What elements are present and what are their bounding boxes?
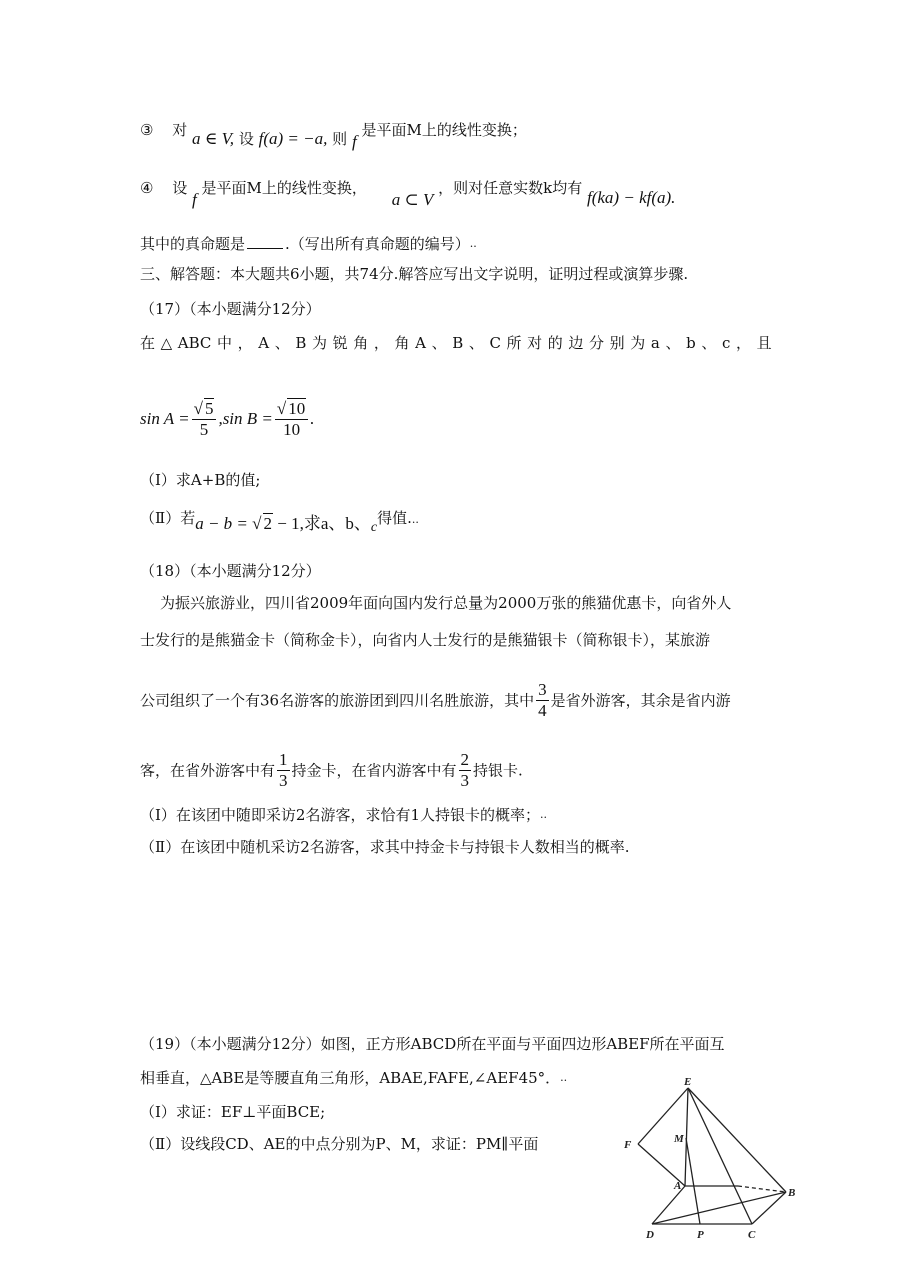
item-3-number: ③ bbox=[140, 121, 154, 139]
sin-a-radicand: 5 bbox=[204, 399, 214, 418]
label-m: M bbox=[674, 1133, 684, 1145]
q17-stem-char: ， bbox=[237, 334, 253, 352]
label-e: E bbox=[684, 1076, 692, 1088]
q19-line-2-mark: .. bbox=[560, 1071, 568, 1084]
item-3-line bbox=[140, 120, 527, 151]
sin-b-fraction bbox=[275, 398, 308, 440]
answer-suffix: .（写出所有真命题的编号） bbox=[285, 235, 470, 253]
fraction-2-denominator: 3 bbox=[279, 771, 288, 790]
q19-part-2: （Ⅱ）设线段CD、AE的中点分别为P、M，求证：PM∥平面 bbox=[140, 1135, 539, 1153]
label-d: D bbox=[646, 1229, 654, 1241]
edge-bc bbox=[752, 1192, 786, 1224]
item-3-text-3: 则 bbox=[332, 130, 348, 148]
q17-stem-char: 锐 bbox=[332, 334, 348, 352]
item-4-text-2: 是平面M上的线性变换， bbox=[201, 179, 367, 197]
q17-stem-char: 分 bbox=[589, 334, 605, 352]
q18-part-1-mark: .. bbox=[540, 808, 548, 821]
q17-stem-char: 、 bbox=[431, 334, 447, 352]
sin-a-fraction bbox=[192, 398, 217, 440]
q18-line-4-suffix: 持银卡. bbox=[473, 761, 523, 780]
q17-part-2-sqrt-sign: √ 2 bbox=[252, 514, 272, 533]
q18-line-3-suffix: 是省外游客，其余是省内游 bbox=[550, 691, 731, 710]
q17-stem bbox=[140, 333, 772, 353]
geometry-figure bbox=[618, 1076, 818, 1251]
item-3-expression: f(a) = −a, bbox=[258, 129, 328, 148]
fraction-three-quarters bbox=[536, 680, 549, 721]
q17-stem-char: 、 bbox=[701, 334, 717, 352]
q17-stem-char: 为 bbox=[311, 334, 327, 352]
q17-part-2-c: c bbox=[370, 520, 378, 535]
q17-stem-char: 的 bbox=[547, 334, 563, 352]
q17-stem-char: 别 bbox=[609, 334, 625, 352]
item-4-number: ④ bbox=[140, 179, 154, 197]
q17-part-2-prefix: （Ⅱ）若 bbox=[140, 509, 196, 527]
item-4-text-1: 设 bbox=[172, 179, 188, 197]
q19-line-1: （19）（本小题满分12分）如图，正方形ABCD所在平面与平面四边形ABEF所在平面互 bbox=[140, 1035, 725, 1053]
q17-stem-char: 、 bbox=[665, 334, 681, 352]
fraction-one-third bbox=[277, 750, 290, 791]
sin-end: . bbox=[310, 409, 315, 428]
q17-stem-char: 、 bbox=[274, 334, 290, 352]
q17-stem-char: 中 bbox=[217, 334, 233, 352]
item-4-expression: f(ka) − kf(a). bbox=[587, 188, 676, 207]
q18-part-1 bbox=[140, 805, 547, 825]
q17-stem-char: 且 bbox=[756, 334, 772, 352]
item-4-f: f bbox=[192, 190, 197, 209]
label-a: A bbox=[674, 1180, 682, 1192]
answer-blank bbox=[247, 234, 283, 249]
q18-line-2: 士发行的是熊猫金卡（简称金卡），向省内人士发行的是熊猫银卡（简称银卡），某旅游 bbox=[140, 631, 711, 649]
q19-line-2-text: 相垂直，△ABE是等腰直角三角形，ABAE,FAFE,∠AEF45°． bbox=[140, 1069, 561, 1087]
q18-line-1: 为振兴旅游业，四川省2009年面向国内发行总量为2000万张的熊猫优惠卡，向省外人 bbox=[160, 594, 732, 612]
label-f: F bbox=[624, 1139, 632, 1151]
q17-part-2-expr: a − b = bbox=[195, 514, 253, 533]
section-3-heading: 三、解答题：本大题共6小题，共74分.解答应写出文字说明，证明过程或演算步骤. bbox=[140, 265, 689, 283]
item-3-text-4: 是平面M上的线性变换； bbox=[361, 121, 527, 139]
q17-stem-char: ， bbox=[373, 334, 389, 352]
q17-stem-char: C bbox=[489, 334, 501, 352]
sin-b-radicand: 10 bbox=[288, 399, 306, 418]
label-p: P bbox=[697, 1229, 704, 1241]
label-b: B bbox=[788, 1187, 796, 1199]
q18-line-3-prefix: 公司组织了一个有36名游客的旅游团到四川名胜旅游，其中 bbox=[140, 691, 535, 710]
q17-stem-char: 对 bbox=[527, 334, 543, 352]
q17-part-2-suffix: 得值. bbox=[377, 509, 412, 527]
item-3-f: f bbox=[351, 132, 357, 151]
q17-stem-char: 在 bbox=[140, 334, 156, 352]
q17-part-2-mark: .. bbox=[411, 513, 419, 526]
q17-part-2-radicand: 2 bbox=[263, 514, 272, 533]
q18-line-4 bbox=[140, 750, 523, 791]
fraction-1-denominator: 4 bbox=[538, 701, 547, 720]
item-3-text-2: 设 bbox=[238, 130, 254, 148]
item-4-condition: a ⊂ V bbox=[391, 190, 434, 209]
edge-ec bbox=[688, 1088, 752, 1224]
q17-part-2-expr-2: − 1,求a、b、 bbox=[273, 514, 371, 533]
q17-stem-char: c bbox=[721, 334, 731, 352]
item-4-line bbox=[140, 178, 676, 209]
q17-part-2 bbox=[140, 507, 419, 535]
q17-stem-char: a bbox=[650, 334, 660, 352]
q17-stem-char: A bbox=[258, 334, 270, 352]
fraction-3-denominator: 3 bbox=[460, 771, 470, 790]
q17-stem-char: b bbox=[686, 334, 696, 352]
answer-prefix: 其中的真命题是 bbox=[140, 235, 246, 253]
segment-mp bbox=[686, 1138, 700, 1224]
q17-stem-char: 、 bbox=[468, 334, 484, 352]
fraction-1-numerator: 3 bbox=[538, 680, 547, 699]
sin-a-label: sin A = bbox=[140, 409, 190, 428]
q19-line-2 bbox=[140, 1068, 567, 1088]
q18-line-3 bbox=[140, 680, 731, 721]
q17-stem-char: ABC bbox=[177, 334, 212, 352]
q17-stem-char: B bbox=[452, 334, 464, 352]
item-4-text-3: ，则对任意实数k均有 bbox=[438, 179, 583, 197]
q17-stem-char: 边 bbox=[568, 334, 584, 352]
label-c: C bbox=[748, 1229, 756, 1241]
diagonal-db bbox=[652, 1192, 786, 1224]
sin-b-denominator: 10 bbox=[283, 420, 301, 439]
edge-ea bbox=[685, 1088, 688, 1186]
sin-a-denominator: 5 bbox=[199, 420, 209, 439]
edge-eb bbox=[688, 1088, 786, 1192]
q17-stem-char: 所 bbox=[506, 334, 522, 352]
q17-header: （17）（本小题满分12分） bbox=[140, 300, 321, 318]
item-3-condition: a ∈ V, bbox=[192, 129, 235, 148]
sin-b-numerator: √ 10 bbox=[275, 398, 308, 420]
sin-a-numerator: √ 5 bbox=[192, 398, 217, 420]
q17-stem-char: 角 bbox=[394, 334, 410, 352]
q17-stem-char: B bbox=[295, 334, 307, 352]
q17-stem-char: ， bbox=[735, 334, 751, 352]
q19-part-1: （Ⅰ）求证：EF⊥平面BCE; bbox=[140, 1103, 326, 1121]
fraction-3-numerator: 2 bbox=[460, 750, 470, 769]
answer-mark: .. bbox=[469, 237, 477, 250]
q18-line-4-middle: 持金卡，在省内游客中有 bbox=[291, 761, 457, 780]
q17-stem-char: A bbox=[415, 334, 426, 352]
answer-line bbox=[140, 234, 477, 254]
q18-header: （18）（本小题满分12分） bbox=[140, 562, 321, 580]
q17-sin-line bbox=[140, 398, 314, 440]
fraction-two-thirds bbox=[459, 750, 472, 791]
q17-stem-char: 角 bbox=[353, 334, 369, 352]
sin-b-label: ,sin B = bbox=[218, 409, 273, 428]
item-3-text-1: 对 bbox=[172, 121, 188, 139]
q17-stem-char: △ bbox=[160, 334, 173, 352]
q18-part-1-text: （Ⅰ）在该团中随即采访2名游客，求恰有1人持银卡的概率； bbox=[140, 806, 541, 824]
q17-stem-char: 为 bbox=[630, 334, 646, 352]
q17-part-1: （Ⅰ）求A+B的值; bbox=[140, 471, 261, 489]
edge-ab-dashed bbox=[738, 1186, 786, 1192]
fraction-2-numerator: 1 bbox=[279, 750, 288, 769]
q18-part-2: （Ⅱ）在该团中随机采访2名游客，求其中持金卡与持银卡人数相当的概率. bbox=[140, 838, 630, 856]
q18-line-4-prefix: 客，在省外游客中有 bbox=[140, 761, 276, 780]
